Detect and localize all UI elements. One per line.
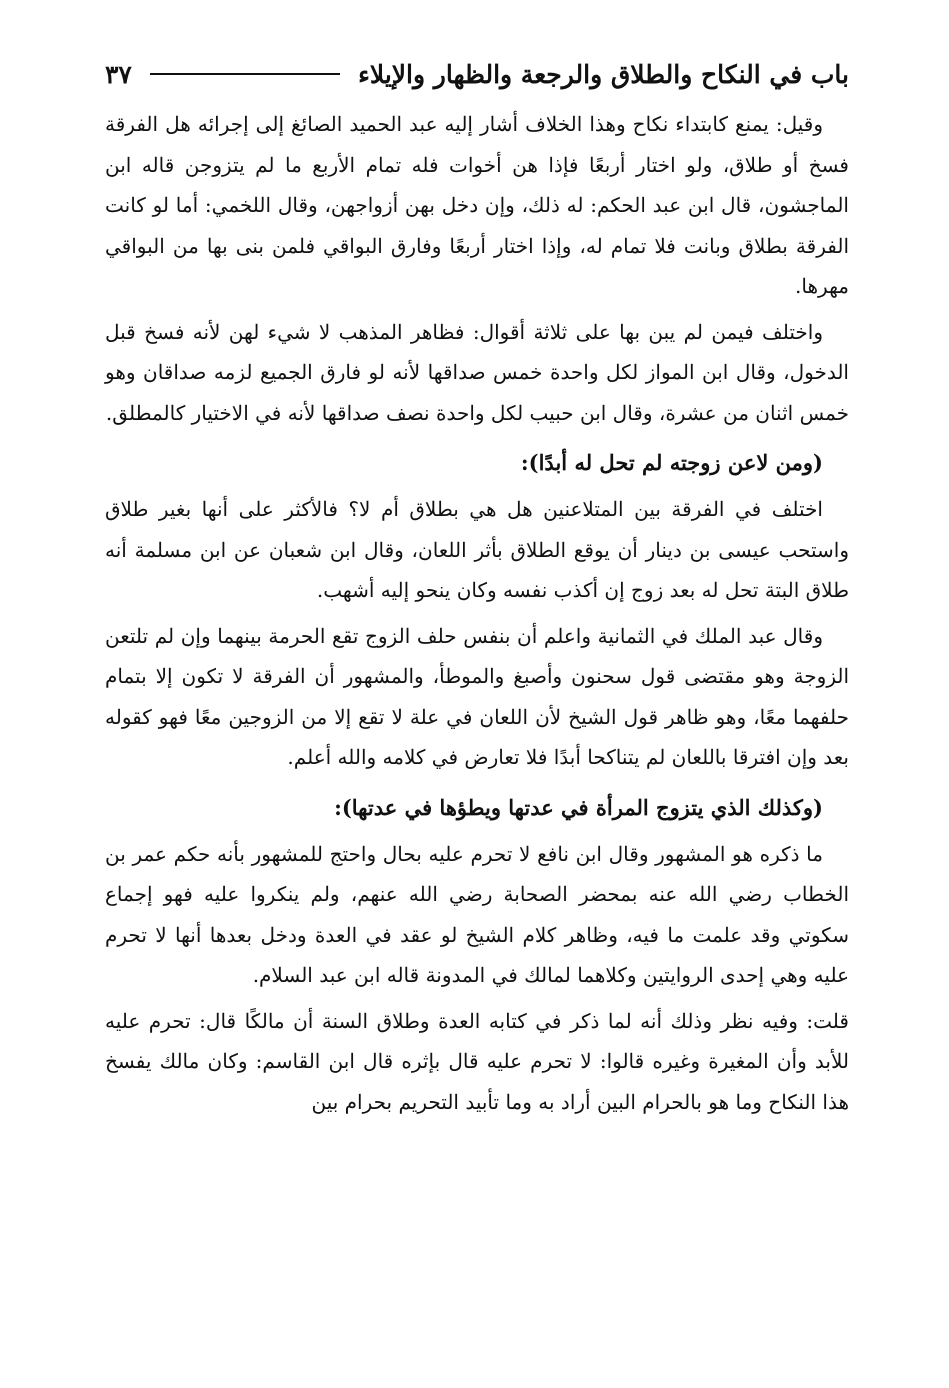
section-heading: (وكذلك الذي يتزوج المرأة في عدتها ويطؤها في عدتها): [334,794,823,820]
paragraph: واختلف فيمن لم يبن بها على ثلاثة أقوال: فظاهر المذهب لا شيء لهن لأنه فسخ قبل الدخول، وقال ابن المواز لكل واحدة خمس صداقها لأنه لو فارق الجميع لزمه صداقان وهو خمس اثنان من عشرة، وقال ابن حبيب لكل واحدة نصف صداقها لأنه في الاختيار كالمطلق. [105,319,849,425]
paragraph: اختلف في الفرقة بين المتلاعنين هل هي بطلاق أم لا؟ فالأكثر على أنها بغير طلاق واستحب عيسى بن دينار أن يوقع الطلاق بأثر اللعان، وقال ابن شعبان عن ابن مسلمة أنه طلاق البتة تحل له بعد زوج إن أكذب نفسه وكان ينحو إليه أشهب. [105,497,849,602]
section-heading: (ومن لاعن زوجته لم تحل له أبدًا): [520,450,823,475]
running-header [105,52,849,96]
header-rule [150,73,340,75]
paragraph: قلت: وفيه نظر وذلك أنه لما ذكر في كتابه العدة وطلاق السنة أن مالكًا قال: تحرم عليه للأبد وأن المغيرة وغيره قالوا: لا تحرم عليه قال بإثره قال ابن القاسم: وكان مالك يفسخ هذا النكاح وما هو بالحرام البين أراد به وما تأبيد التحريم بحرام بين [105,1008,849,1114]
paragraph: وقيل: يمنع كابتداء نكاح وهذا الخلاف أشار إليه عبد الحميد الصائغ إلى إجرائه هل الفرقة فسخ أو طلاق، ولو اختار أربعًا فإذا هن أخوات فله تمام الأربع ما لم يتزوجن قاله ابن الماجشون، قال ابن عبد الحكم: له ذلك، وإن دخل بهن أزواجهن، وقال اللخمي: أما لو كانت الفرقة بطلاق وبانت فلا تمام له، وإذا اختار أربعًا وفارق البواقي فلمن بنى بها من البواقي مهرها. [105,112,849,298]
header-title: باب في النكاح والطلاق والرجعة والظهار والإيلاء [358,59,849,89]
paragraph: وقال عبد الملك في الثمانية واعلم أن بنفس حلف الزوج تقع الحرمة بينهما وإن لم تلتعن الزوجة وهو مقتضى قول سحنون وأصبغ والموطأ، والمشهور أن الفرقة لا تكون إلا بتمام حلفهما معًا، وهو ظاهر قول الشيخ لأن اللعان في علة لا تقع إلا من الزوجين معًا فهو كقوله بعد وإن افترقا باللعان لم يتناكحا أبدًا فلا تعارض في كلامه والله أعلم. [105,623,849,769]
body-text [105,104,849,1122]
paragraph: ما ذكره هو المشهور وقال ابن نافع لا تحرم عليه بحال واحتج للمشهور بأنه حكم عمر بن الخطاب رضي الله عنه بمحضر الصحابة رضي الله عنهم، ولم ينكروا عليه فهو إجماع سكوتي وقد علمت ما فيه، وظاهر كلام الشيخ لو عقد في العدة ودخل بعدها أنها لا تحرم عليه وهي إحدى الروايتين وكلاهما لمالك في المدونة قاله ابن عبد السلام. [105,841,849,987]
page-number: ٣٧ [105,59,132,89]
